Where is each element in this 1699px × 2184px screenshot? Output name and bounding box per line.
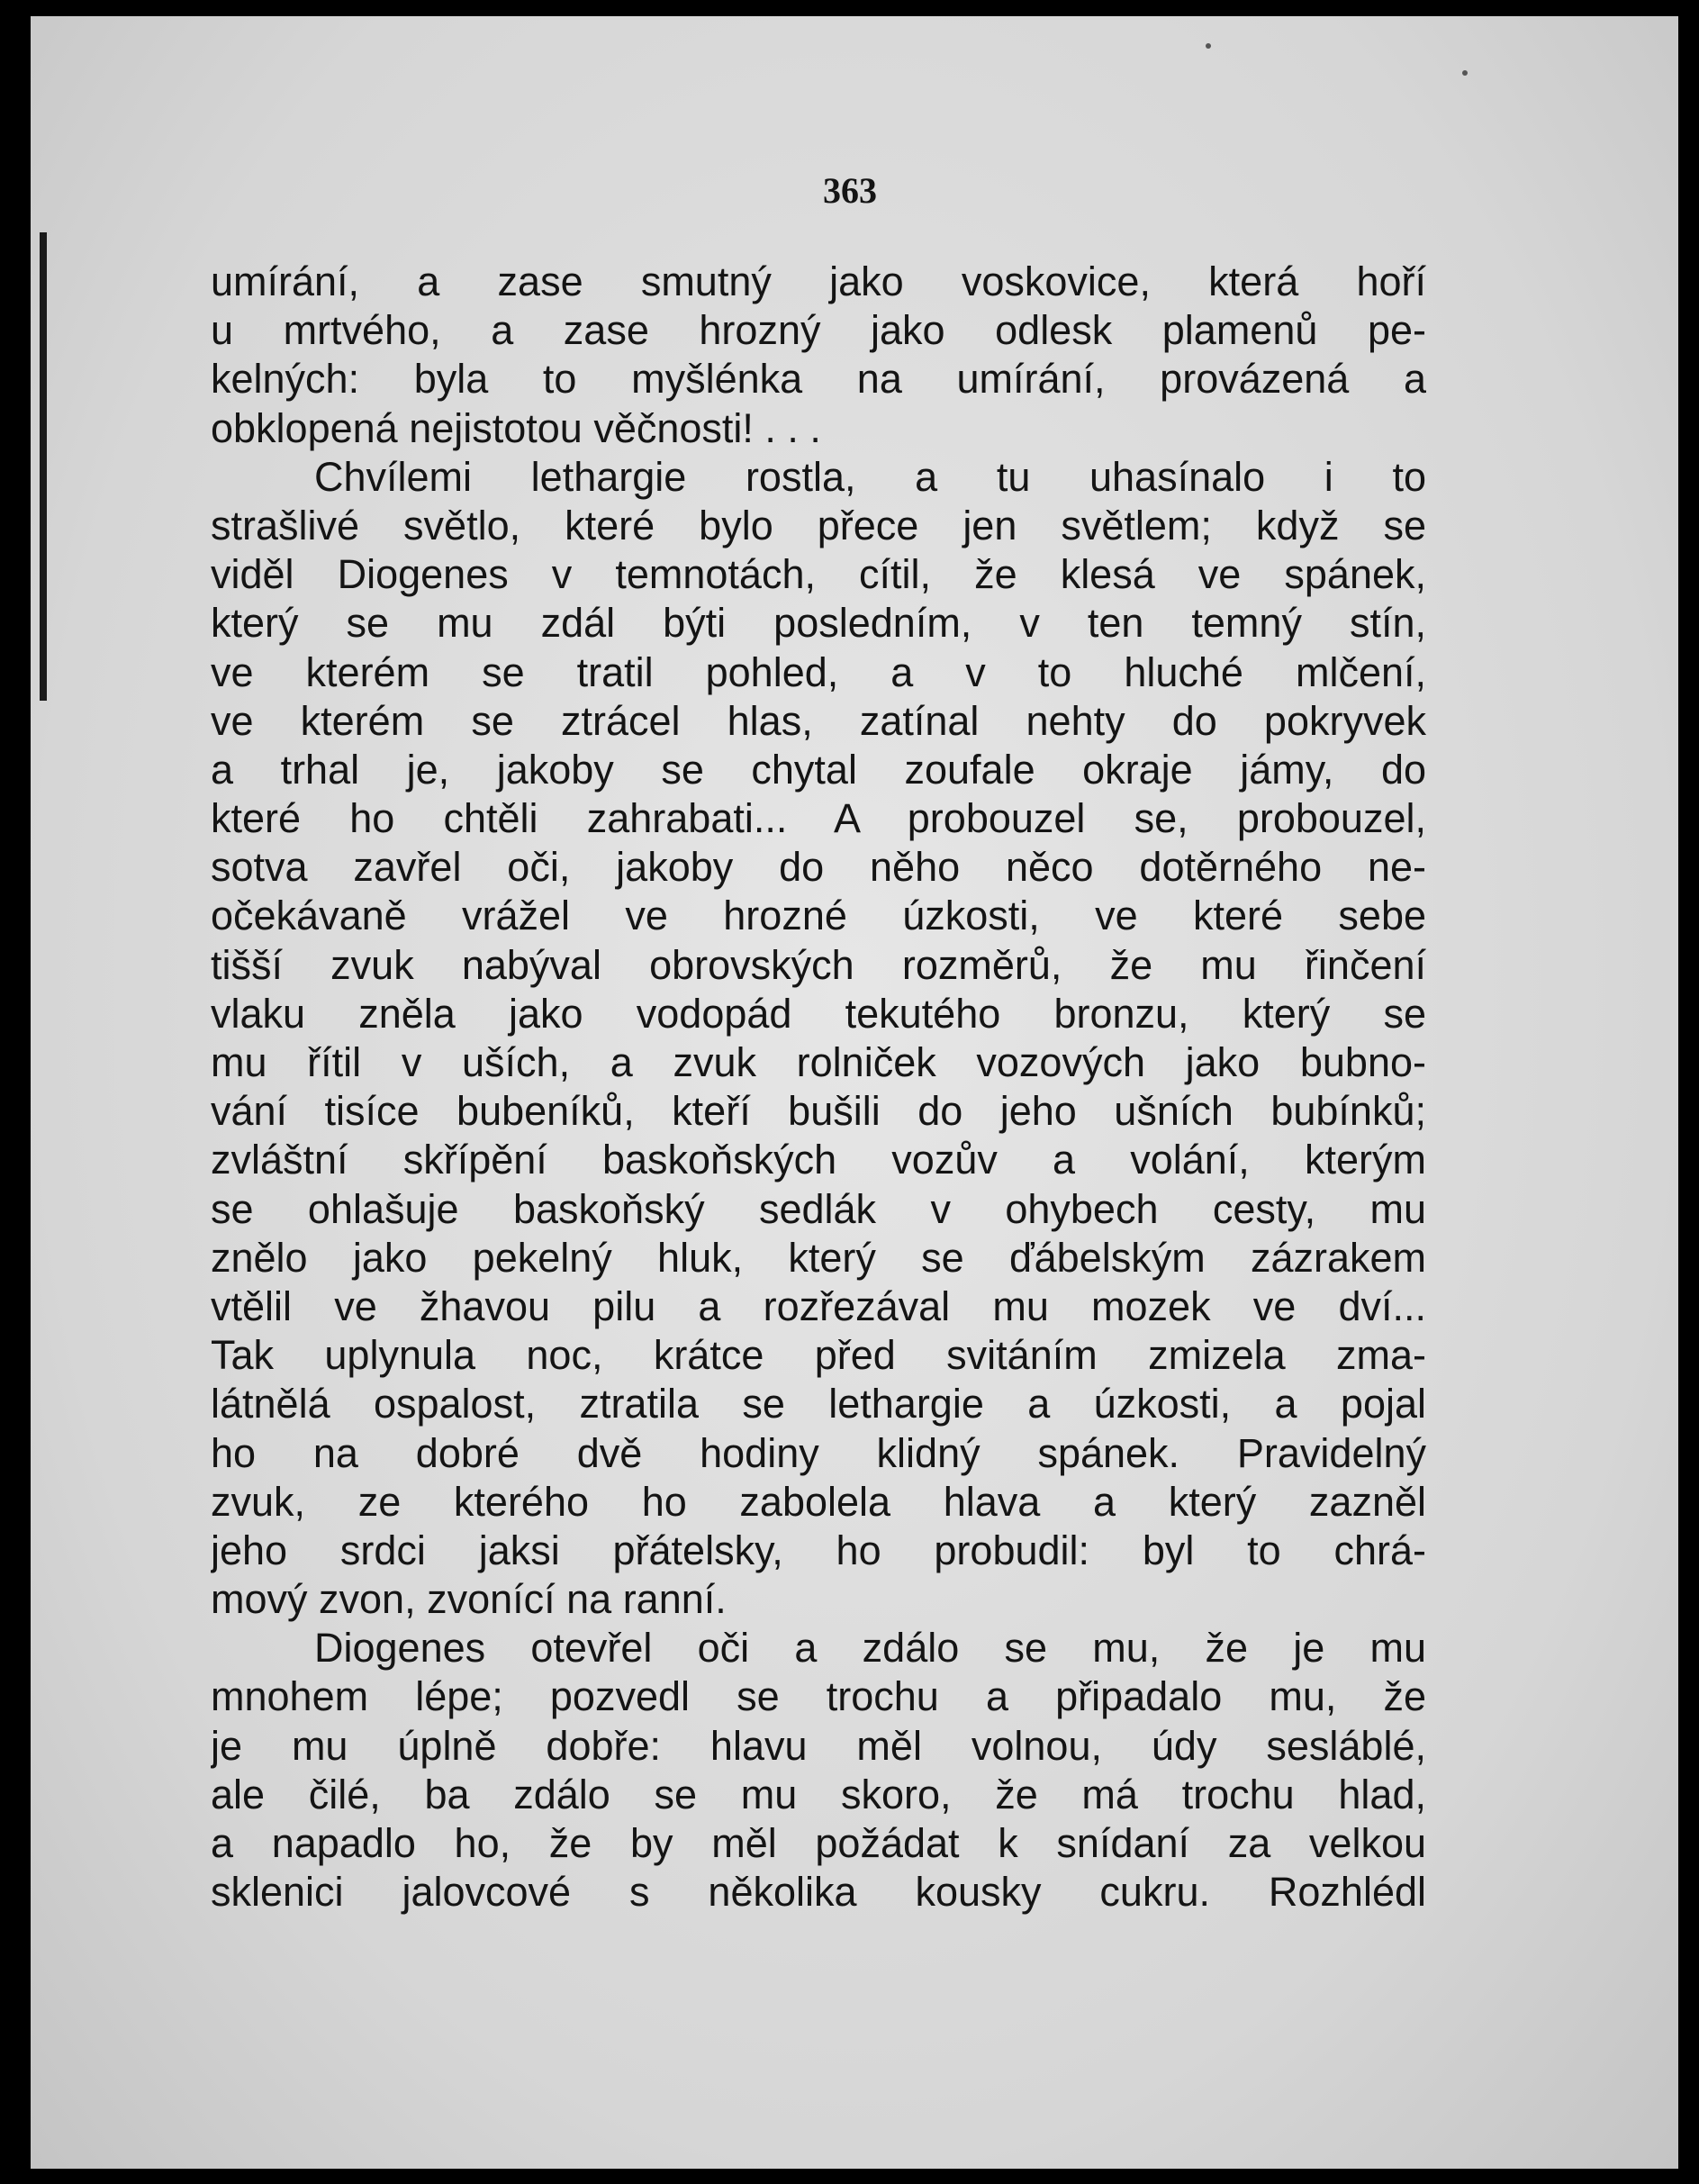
- text-line: látnělá ospalost, ztratila se lethargie a úzkosti, a pojal: [211, 1381, 1426, 1427]
- text-line: Diogenes otevřel oči a zdálo se mu, že je mu: [314, 1625, 1426, 1672]
- text-line: zvláštní skřípění baskoňských vozův a volání, kterým: [211, 1137, 1426, 1183]
- text-line: tišší zvuk nabýval obrovských rozměrů, že mu řinčení: [211, 941, 1426, 988]
- text-line: se ohlašuje baskoňský sedlák v ohybech cesty, mu: [211, 1185, 1426, 1232]
- text-line: vlaku zněla jako vodopád tekutého bronzu, který se: [211, 990, 1426, 1037]
- text-line: znělo jako pekelný hluk, který se ďábelským zázrakem: [211, 1234, 1426, 1281]
- text-line: viděl Diogenes v temnotách, cítil, že klesá ve spánek,: [211, 551, 1426, 598]
- text-line: očekávaně vrážel ve hrozné úzkosti, ve které sebe: [211, 893, 1426, 939]
- text-line: které ho chtěli zahrabati... A probouzel se, probouzel,: [211, 795, 1426, 842]
- paper-speck: [1206, 43, 1211, 49]
- text-line: sotva zavřel oči, jakoby do něho něco dotěrného ne-: [211, 844, 1426, 891]
- text-line: je mu úplně dobře: hlavu měl volnou, údy sesláblé,: [211, 1722, 1426, 1769]
- text-line: mový zvon, zvonící na ranní.: [211, 1576, 727, 1623]
- text-line: zvuk, ze kterého ho zabolela hlava a který zazněl: [211, 1478, 1426, 1525]
- text-line: a trhal je, jakoby se chytal zoufale okraje jámy, do: [211, 746, 1426, 793]
- text-line: obklopená nejistotou věčnosti! . . .: [211, 404, 821, 451]
- text-line: Chvílemi lethargie rostla, a tu uhasínalo i to: [314, 453, 1426, 500]
- text-line: ale čilé, ba zdálo se mu skoro, že má trochu hlad,: [211, 1771, 1426, 1817]
- page-number: 363: [823, 170, 877, 211]
- page-edge-shadow: [40, 232, 47, 701]
- text-line: ho na dobré dvě hodiny klidný spánek. Pravidelný: [211, 1429, 1426, 1476]
- paper-speck: [1462, 70, 1468, 76]
- text-line: sklenici jalovcové s několika kousky cukru. Rozhlédl: [211, 1869, 1426, 1916]
- text-line: u mrtvého, a zase hrozný jako odlesk plamenů pe-: [211, 307, 1426, 354]
- text-line: strašlivé světlo, které bylo přece jen světlem; když se: [211, 502, 1426, 548]
- text-line: vtělil ve žhavou pilu a rozřezával mu mozek ve dví...: [211, 1282, 1426, 1329]
- book-page: [31, 16, 1678, 2169]
- text-line: jeho srdci jaksi přátelsky, ho probudil: byl to chrá-: [211, 1527, 1426, 1573]
- text-line: kelných: byla to myšlénka na umírání, provázená a: [211, 356, 1426, 403]
- text-line: a napadlo ho, že by měl požádat k snídaní za velkou: [211, 1820, 1426, 1866]
- text-line: vání tisíce bubeníků, kteří bušili do jeho ušních bubínků;: [211, 1088, 1426, 1135]
- text-line: umírání, a zase smutný jako voskovice, která hoří: [211, 258, 1426, 304]
- text-line: mu řítil v uších, a zvuk rolniček vozových jako bubno-: [211, 1039, 1426, 1085]
- text-line: ve kterém se tratil pohled, a v to hluché mlčení,: [211, 648, 1426, 695]
- text-line: který se mu zdál býti posledním, v ten temný stín,: [211, 600, 1426, 647]
- text-line: Tak uplynula noc, krátce před svitáním zmizela zma-: [211, 1332, 1426, 1379]
- text-line: mnohem lépe; pozvedl se trochu a připadalo mu, že: [211, 1673, 1426, 1720]
- text-line: ve kterém se ztrácel hlas, zatínal nehty do pokryvek: [211, 697, 1426, 744]
- body-text: [211, 258, 1426, 1917]
